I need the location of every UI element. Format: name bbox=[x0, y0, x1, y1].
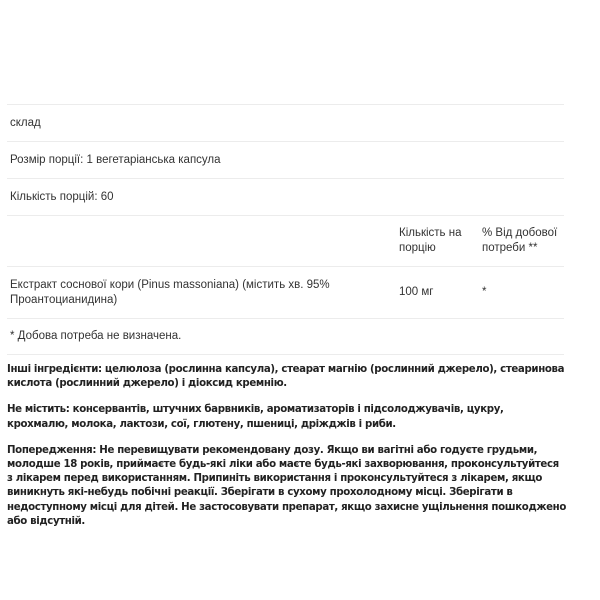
footnote-row bbox=[7, 318, 564, 355]
ingredient-name: Екстракт соснової кори (Pinus massoniana) (містить хв. 95% Проантоцианидина) bbox=[10, 278, 330, 306]
ingredient-amount: 100 мг bbox=[399, 286, 434, 298]
facts-heading-row bbox=[7, 104, 564, 141]
other-ingredients: Інші інгредієнти: целюлоза (рослинна капсула), стеарат магнію (рослинний джерело), стеаринова кислота (рослинний джерело) і діоксид кремнію. bbox=[7, 364, 565, 390]
servings-per-container: Кількість порцій: 60 bbox=[10, 190, 114, 203]
header-amount: Кількість на порцію bbox=[399, 227, 462, 254]
supplement-facts-table bbox=[7, 104, 564, 355]
footnote: * Добова потреба не визначена. bbox=[10, 330, 182, 342]
table-header-row bbox=[7, 215, 564, 266]
table-row bbox=[7, 266, 564, 318]
warning: Попередження: Не перевищувати рекомендовану дозу. Якщо ви вагітні або годуєте грудьми, молодше 18 років, приймаєте будь-які ліки або маєте будь-які захворювання, проконсультуйтеся з лікарем перед використанням. Припиніть використання і проконсультуйтеся з лікарем, якщо виникнуть які-небудь побічні реакції. Зберігати в сухому прохолодному місці. Зберігати в недоступному місці для дітей. Не застосовувати препарат, якщо захисне ущільнення пошкоджено або відсутній. bbox=[7, 444, 567, 527]
ingredient-daily-value: * bbox=[482, 286, 487, 298]
serving-size: Розмір порції: 1 вегетаріанська капсула bbox=[10, 153, 221, 166]
servings-per-container-row bbox=[7, 178, 564, 215]
header-daily-value: % Від добової потреби ** bbox=[482, 227, 558, 254]
serving-size-row bbox=[7, 141, 564, 178]
free-of: Не містить: консервантів, штучних барвників, ароматизаторів і підсолоджувачів, цукру, крохмалю, молока, лактози, сої, глютену, пшениці, дріжджів і риби. bbox=[7, 404, 504, 430]
facts-heading: склад bbox=[10, 116, 41, 129]
product-notes bbox=[7, 363, 567, 541]
